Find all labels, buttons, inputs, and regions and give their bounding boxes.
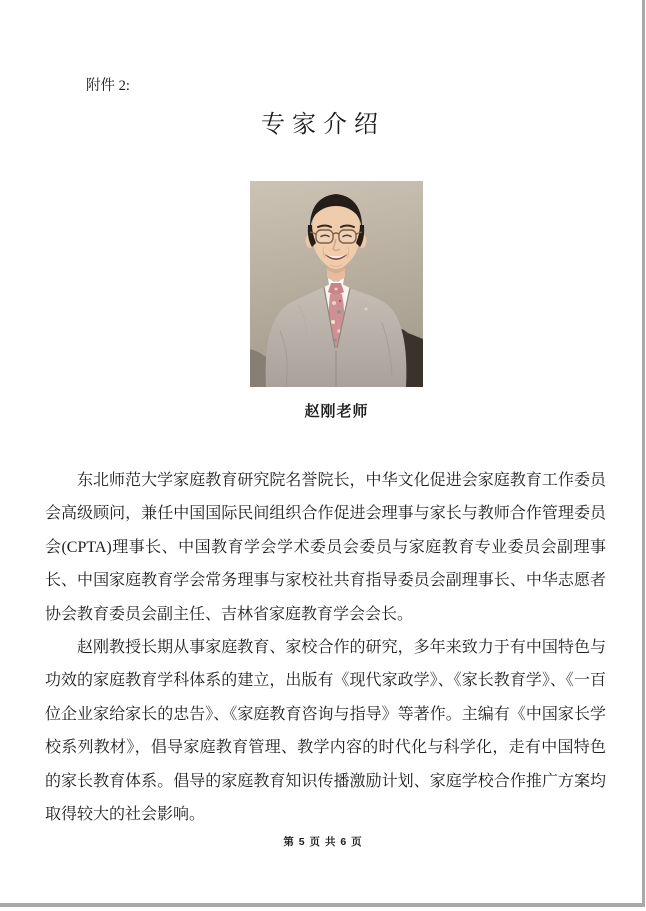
page-footer: 第 5 页 共 6 页 [283,836,363,848]
photo-caption: 赵刚老师 [304,404,369,420]
page-edge-right [642,0,645,904]
paragraph: 赵刚教授长期从事家庭教育、家校合作的研究，多年来致力于有中国特色与功效的家庭教育学科体系的建立，出版有《现代家政学》、《家长教育学》、《一百位企业家给家长的忠告》、《家庭教育咨询与指导》等著作。主编有《中国家长学校系列教材》，倡导家庭教育管理、教学内容的时代化与科学化，走有中国特色的家长教育体系。倡导的家庭教育知识传播激励计划、家庭学校合作推广方案均取得较大的社会影响。 [45,639,606,824]
portrait-photo [250,181,423,387]
page-title: 专家介绍 [261,112,385,138]
expert-photo [250,181,423,387]
body-text [45,464,606,831]
paragraph: 东北师范大学家庭教育研究院名誉院长，中华文化促进会家庭教育工作委员会高级顾问，兼任中国国际民间组织合作促进会理事与家长与教师合作管理委员会(CPTA)理事长、中国教育学会学术委员会委员与家庭教育专业委员会副理事长、中国家庭教育学会常务理事与家校社共育指导委员会副理事长、中华志愿者协会教育委员会副主任、吉林省家庭教育学会会长。 [45,472,606,623]
page-edge-bottom [0,903,645,907]
attachment-label: 附件 2: [86,78,130,94]
